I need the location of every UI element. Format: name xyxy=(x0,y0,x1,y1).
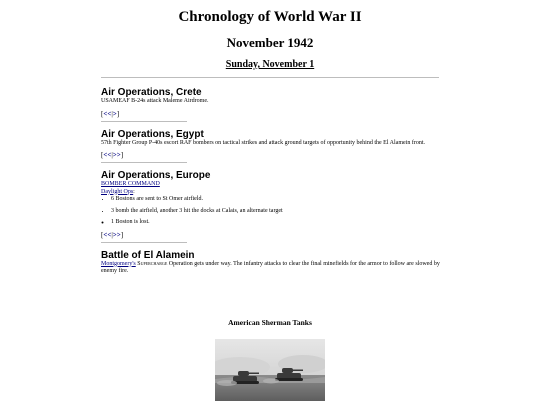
section-egypt xyxy=(101,129,441,164)
chronology-content xyxy=(101,87,441,276)
section-text: USAMEAF B-24s attack Maleme Airdrome. xyxy=(101,98,209,104)
section-text-body: Operation gets under way. The infantry attacks to clear the final minefields for the armor to follow are slowed by enemy fire. xyxy=(101,260,440,274)
section-link-line xyxy=(101,181,441,189)
month-heading: November 1942 xyxy=(226,35,314,50)
daylight-ops-link[interactable]: Daylight Ops xyxy=(101,188,134,195)
subhead-line xyxy=(101,189,441,197)
next-link[interactable]: >> xyxy=(112,230,121,239)
section-crete xyxy=(101,87,441,122)
prev-link[interactable]: << xyxy=(103,151,112,159)
prev-link[interactable]: << xyxy=(103,230,112,239)
section-title: Battle of El Alamein xyxy=(101,249,195,261)
section-title: Air Operations, Egypt xyxy=(101,128,204,140)
section-text xyxy=(101,261,441,276)
page-title: Chronology of World War II xyxy=(178,9,362,25)
tanks-image-icon xyxy=(215,339,325,401)
divider xyxy=(101,77,439,78)
sherman-tanks-photo[interactable] xyxy=(215,339,325,401)
montgomery-link[interactable]: Montgomery's xyxy=(101,260,136,267)
section-title: Air Operations, Europe xyxy=(101,170,211,181)
section-europe xyxy=(101,170,441,243)
section-nav: [<<|>] xyxy=(101,109,120,118)
next-link[interactable]: >> xyxy=(112,151,121,159)
next-link[interactable]: > xyxy=(112,109,117,118)
divider xyxy=(101,242,187,243)
prev-link[interactable]: << xyxy=(103,109,112,118)
section-title: Air Operations, Crete xyxy=(101,87,202,98)
figure-caption: American Sherman Tanks xyxy=(228,318,312,327)
section-el-alamein xyxy=(101,250,441,276)
list-item: • 3 bomb the airfield, another 3 hit the docks at Calais, an alternate target xyxy=(111,208,441,216)
bomber-command-link[interactable]: BOMBER COMMAND xyxy=(101,181,160,187)
bullet-list xyxy=(101,196,441,215)
list-item: • 6 Bostons are sent to St Omer airfield. xyxy=(111,196,441,204)
divider xyxy=(101,121,187,122)
section-nav: [<<|>>] xyxy=(101,151,124,159)
divider xyxy=(101,162,187,163)
sub-bullet-list xyxy=(101,219,441,227)
section-text: 57th Fighter Group P-40s escort RAF bombers on tactical strikes and attack ground targets of opportunity behind the El Alamein front. xyxy=(101,139,425,146)
section-nav: [<<|>>] xyxy=(101,230,124,239)
subhead-suffix: : xyxy=(133,188,135,195)
day-heading: Sunday, November 1 xyxy=(225,59,315,70)
operation-name: Supercharge xyxy=(137,260,168,267)
list-item: ◦ 1 Boston is lost. xyxy=(111,219,441,227)
